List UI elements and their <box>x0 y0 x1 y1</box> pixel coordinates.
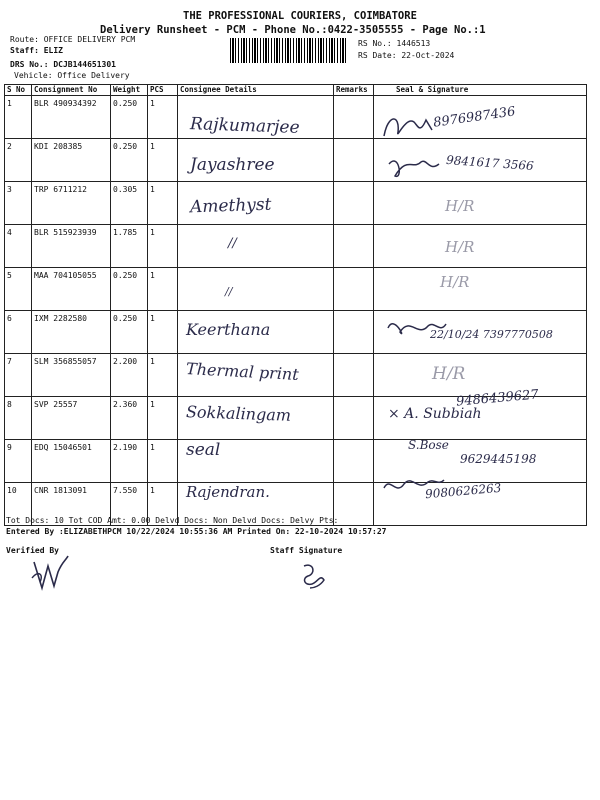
cell-remarks <box>334 397 374 440</box>
cell-seal <box>374 354 587 397</box>
cell-consignment: TRP 6711212 <box>32 182 111 225</box>
cell-pcs: 1 <box>148 96 178 139</box>
cell-pcs: 1 <box>148 182 178 225</box>
handwritten-seal: H/R <box>445 238 475 256</box>
cell-consignment: CNR 1813091 <box>32 483 111 526</box>
handwritten-seal: 9841617 3566 <box>445 152 535 174</box>
cell-weight: 0.250 <box>111 268 148 311</box>
cell-sno: 7 <box>5 354 32 397</box>
handwritten-seal: 9080626263 <box>424 480 502 502</box>
verified-by-label: Verified By <box>6 546 59 555</box>
col-header-consignment: Consignment No <box>32 85 111 96</box>
entered-by-line: Entered By :ELIZABETHPCM 10/22/2024 10:55:36 AM Printed On: 22-10-2024 10:57:27 <box>6 527 387 536</box>
staff-signature-label: Staff Signature <box>270 546 343 555</box>
cell-consignee <box>178 225 334 268</box>
cell-pcs: 1 <box>148 268 178 311</box>
col-header-seal: Seal & Signature <box>374 85 587 96</box>
cell-sno: 3 <box>5 182 32 225</box>
cell-consignee <box>178 268 334 311</box>
cell-sno: 2 <box>5 139 32 182</box>
handwritten-seal: H/R <box>445 197 475 215</box>
handwritten-consignee: Thermal print <box>185 359 300 384</box>
cell-consignment: SVP 25557 <box>32 397 111 440</box>
cell-weight: 2.360 <box>111 397 148 440</box>
cell-sno: 1 <box>5 96 32 139</box>
handwritten-consignee: Keerthana <box>186 320 271 339</box>
handwritten-consignee: Jayashree <box>190 155 275 175</box>
table-row <box>5 225 587 268</box>
cell-seal <box>374 268 587 311</box>
cell-consignment: SLM 356855057 <box>32 354 111 397</box>
handwritten-consignee: seal <box>186 440 221 460</box>
cell-weight: 2.200 <box>111 354 148 397</box>
cell-remarks <box>334 96 374 139</box>
cell-sno: 10 <box>5 483 32 526</box>
cell-remarks <box>334 139 374 182</box>
cell-pcs: 1 <box>148 483 178 526</box>
cell-remarks <box>334 311 374 354</box>
staff: Staff: ELIZ <box>10 46 63 55</box>
cell-remarks <box>334 354 374 397</box>
cell-pcs: 1 <box>148 225 178 268</box>
drs-number: DRS No.: DCJB144651301 <box>10 60 116 69</box>
handwritten-seal: 8976987436 <box>432 104 517 131</box>
cell-pcs: 1 <box>148 139 178 182</box>
cell-weight: 0.250 <box>111 96 148 139</box>
cell-sno: 8 <box>5 397 32 440</box>
cell-seal <box>374 182 587 225</box>
cell-weight: 1.785 <box>111 225 148 268</box>
cell-consignment: EDQ 15046501 <box>32 440 111 483</box>
col-header-sno: S No <box>5 85 32 96</box>
barcode <box>230 38 348 63</box>
totals-line: Tot Docs: 10 Tot COD Amt: 0.00 Delvd Docs: Non Delvd Docs: Delvy Pts: <box>6 516 339 525</box>
cell-weight: 0.250 <box>111 139 148 182</box>
cell-pcs: 1 <box>148 397 178 440</box>
company-name: THE PROFESSIONAL COURIERS, COIMBATORE <box>183 10 417 22</box>
cell-weight: 0.305 <box>111 182 148 225</box>
cell-remarks <box>334 440 374 483</box>
cell-weight: 2.190 <box>111 440 148 483</box>
cell-consignment: MAA 704105055 <box>32 268 111 311</box>
handwritten-seal: × A. Subbiah <box>388 406 482 422</box>
cell-pcs: 1 <box>148 440 178 483</box>
handwritten-consignee: Rajendran. <box>186 483 270 501</box>
signature-scribble <box>385 150 445 182</box>
cell-remarks <box>334 182 374 225</box>
col-header-remarks: Remarks <box>334 85 374 96</box>
col-header-pcs: PCS <box>148 85 178 96</box>
table-header-row <box>5 85 587 96</box>
cell-sno: 4 <box>5 225 32 268</box>
table-row <box>5 182 587 225</box>
rs-number: RS No.: 1446513 <box>358 39 431 48</box>
handwritten-consignee: // <box>225 285 233 298</box>
handwritten-consignee: Sokkalingam <box>185 402 292 425</box>
handwritten-seal: H/R <box>440 273 470 291</box>
handwritten-seal: 22/10/24 7397770508 <box>430 328 553 341</box>
runsheet-title: Delivery Runsheet - PCM - Phone No.:0422-3505555 - Page No.:1 <box>100 24 486 36</box>
handwritten-consignee: Amethyst <box>189 194 272 218</box>
cell-remarks <box>334 225 374 268</box>
signature-scribble <box>380 110 438 144</box>
handwritten-consignee: // <box>228 236 237 251</box>
rs-date: RS Date: 22-Oct-2024 <box>358 51 455 60</box>
cell-weight: 7.550 <box>111 483 148 526</box>
cell-sno: 6 <box>5 311 32 354</box>
cell-pcs: 1 <box>148 311 178 354</box>
cell-consignment: BLR 515923939 <box>32 225 111 268</box>
vehicle: Vehicle: Office Delivery <box>14 71 130 80</box>
cell-sno: 9 <box>5 440 32 483</box>
cell-remarks <box>334 483 374 526</box>
handwritten-seal: S.Bose <box>408 438 449 452</box>
handwritten-seal: 9486439627 <box>455 387 540 410</box>
col-header-consignee: Consignee Details <box>178 85 334 96</box>
col-header-weight: Weight <box>111 85 148 96</box>
cell-weight: 0.250 <box>111 311 148 354</box>
table-row <box>5 268 587 311</box>
handwritten-seal: 9629445198 <box>460 452 537 466</box>
cell-pcs: 1 <box>148 354 178 397</box>
cell-consignment: BLR 490934392 <box>32 96 111 139</box>
cell-remarks <box>334 268 374 311</box>
cell-consignment: KDI 208385 <box>32 139 111 182</box>
handwritten-consignee: Rajkumarjee <box>189 114 300 138</box>
verified-signature <box>28 552 72 594</box>
route: Route: OFFICE DELIVERY PCM <box>10 35 136 44</box>
cell-consignment: IXM 2282580 <box>32 311 111 354</box>
cell-sno: 5 <box>5 268 32 311</box>
cell-seal <box>374 225 587 268</box>
staff-signature <box>298 560 328 590</box>
handwritten-seal: H/R <box>432 364 466 384</box>
